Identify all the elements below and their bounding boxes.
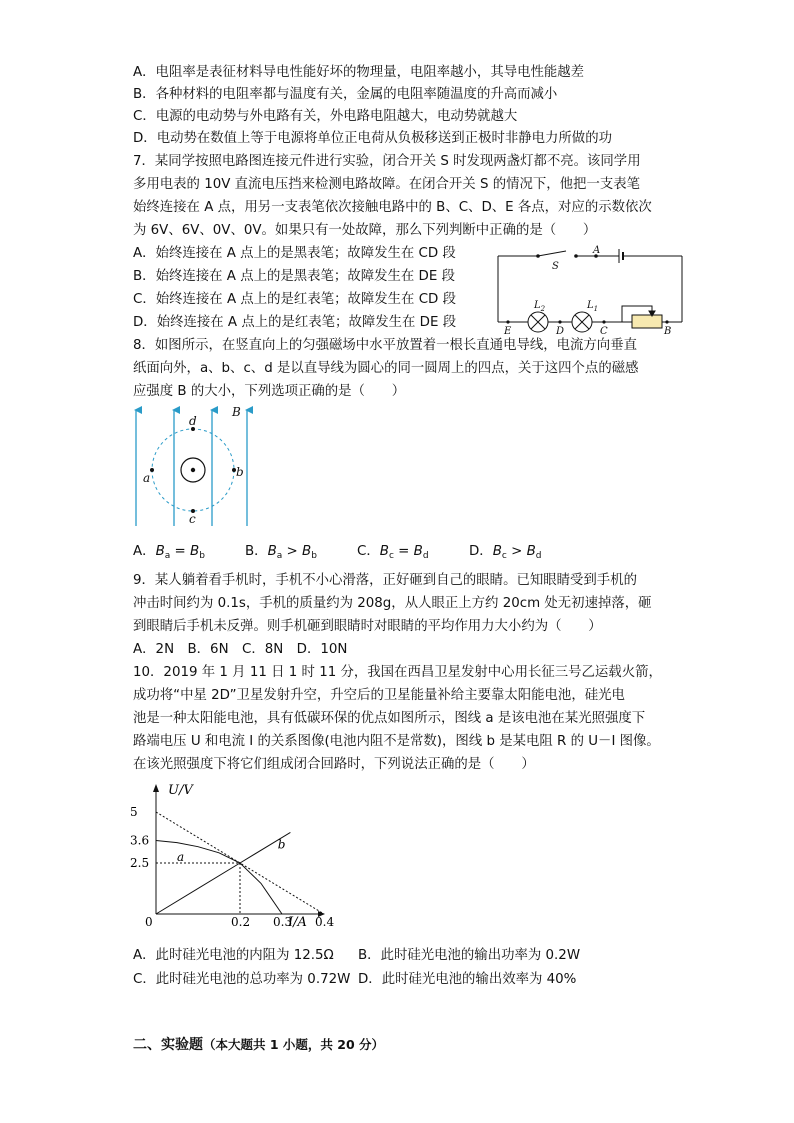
q7-option-b: B．始终连接在 A 点上的是黑表笔；故障发生在 DE 段 [133,269,455,284]
series-a-label: a [177,849,185,864]
x-tick-label: 0.2 [231,915,251,929]
q6-option-a: A．电阻率是表征材料导电性能好坏的物理量，电阻率越小，其导电性能越差 [133,65,585,80]
point-a-label: a [143,471,151,485]
label-s: S [552,261,559,272]
circuit-diagram [492,244,692,336]
q10-stem-line: 在该光照强度下将它们组成闭合回路时，下列说法正确的是（ ） [133,757,535,772]
q8-stem-line: 8．如图所示，在竖直向上的匀强磁场中水平放置着一根长直通电导线，电流方向垂直 [133,338,637,353]
series-b-label: b [277,837,286,852]
y-tick-label: 3.6 [130,833,150,848]
q6-option-d: D．电动势在数值上等于电源将单位正电荷从负极移送到正极时非静电力所做的功 [133,131,612,146]
q7-stem-line: 多用电表的 10V 直流电压挡来检测电路故障。在闭合开关 S 的情况下，他把一支表笔 [133,177,641,192]
x-tick-label: 0.3 [273,915,293,929]
point-d-label: d [189,414,197,428]
q9-stem-line: 到眼睛后手机未反弹。则手机砸到眼睛时对眼睛的平均作用力大小约为（ ） [133,619,602,634]
label-l1: $L_1$ [587,300,599,313]
label-c: C [600,326,608,337]
y-tick-label: 2.5 [130,856,150,870]
rheostat [632,315,662,328]
q8-option-a: A．$B_a = B_b$ [133,544,205,561]
y-tick-label: 5 [130,805,138,819]
q8-option-b: B．$B_a > B_b$ [245,544,317,561]
label-l2: $L_2$ [534,300,546,313]
section-note: （本大题共 1 小题，共 20 分） [203,1037,385,1052]
x-tick-label: 0.4 [315,915,335,929]
origin-label: 0 [145,915,153,929]
q10-stem-line: 路端电压 U 和电流 I 的关系图像(电池内阻不是常数)，图线 b 是某电阻 R 的 U－I 图像。 [133,734,660,749]
q7-option-a: A．始终连接在 A 点上的是黑表笔；故障发生在 CD 段 [133,246,456,261]
y-axis-arrow [153,784,159,792]
q7-option-d: D．始终连接在 A 点上的是红表笔；故障发生在 DE 段 [133,315,457,330]
q10-option-a: A．此时硅光电池的内阻为 12.5Ω [133,948,334,963]
label-b: B [664,326,672,337]
q7-stem-line: 始终连接在 A 点，用另一支表笔依次接触电路中的 B、C、D、E 各点，对应的示数依次 [133,200,652,215]
q10-option-d: D．此时硅光电池的输出效率为 40% [358,972,577,987]
series-b-line [156,832,290,914]
label-e: E [504,326,512,337]
lamp-l1 [572,312,592,332]
point-b-label: b [236,465,244,479]
q6-option-b: B．各种材料的电阻率都与温度有关，金属的电阻率随温度的升高而减小 [133,87,558,102]
q9-stem-line: 9．某人躺着看手机时，手机不小心滑落，正好砸到自己的眼睛。已知眼睛受到手机的 [133,573,637,588]
q8-stem-line: 纸面向外，a、b、c、d 是以直导线为圆心的同一圆周上的四点，关于这四个点的磁感 [133,361,639,376]
q7-option-c: C．始终连接在 A 点上的是红表笔；故障发生在 CD 段 [133,292,457,307]
q9-options: A．2N B．6N C．8N D．10N [133,642,348,657]
section-heading [133,1034,384,1054]
q8-option-c: C．$B_c = B_d$ [357,544,429,561]
q8-option-d: D．$B_c > B_d$ [469,544,542,561]
q10-stem-line: 10．2019 年 1 月 11 日 1 时 11 分，我国在西昌卫星发射中心用长征三号乙运载火箭， [133,665,662,680]
q7-stem-line: 为 6V、6V、0V、0V。如果只有一处故障，那么下列判断中正确的是（ ） [133,223,597,238]
point-c-label: c [189,512,196,526]
y-axis-label: U/V [168,783,193,798]
section-title: 二、实验题 [133,1037,203,1053]
q9-stem-line: 冲击时间约为 0.1s，手机的质量约为 208g，从人眼正上方约 20cm 处无初速掉落，砸 [133,596,652,611]
q8-stem-line: 应强度 B 的大小，下列选项正确的是（ ） [133,384,406,399]
magnetic-field-figure [128,404,258,530]
switch [538,251,566,256]
q10-option-c: C．此时硅光电池的总功率为 0.72W [133,972,351,987]
q7-stem-line: 7．某同学按照电路图连接元件进行实验，闭合开关 S 时发现两盏灯都不亮。该同学用 [133,154,641,169]
x-axis-label: I/A [288,915,307,930]
q10-stem-line: 池是一种太阳能电池，具有低碳环保的优点如图所示，图线 a 是该电池在某光照强度下 [133,711,646,726]
q10-option-b: B．此时硅光电池的输出功率为 0.2W [358,948,581,963]
q6-option-c: C．电源的电动势与外电路有关，外电路电阻越大，电动势就越大 [133,109,518,124]
q10-stem-line: 成功将“中星 2D”卫星发射升空，升空后的卫星能量补给主要靠太阳能电池，硅光电 [133,688,625,703]
field-label-b: B [232,405,241,419]
label-a: A [593,245,601,256]
label-d: D [556,326,565,337]
lamp-l2 [528,312,548,332]
ui-chart [128,780,335,940]
